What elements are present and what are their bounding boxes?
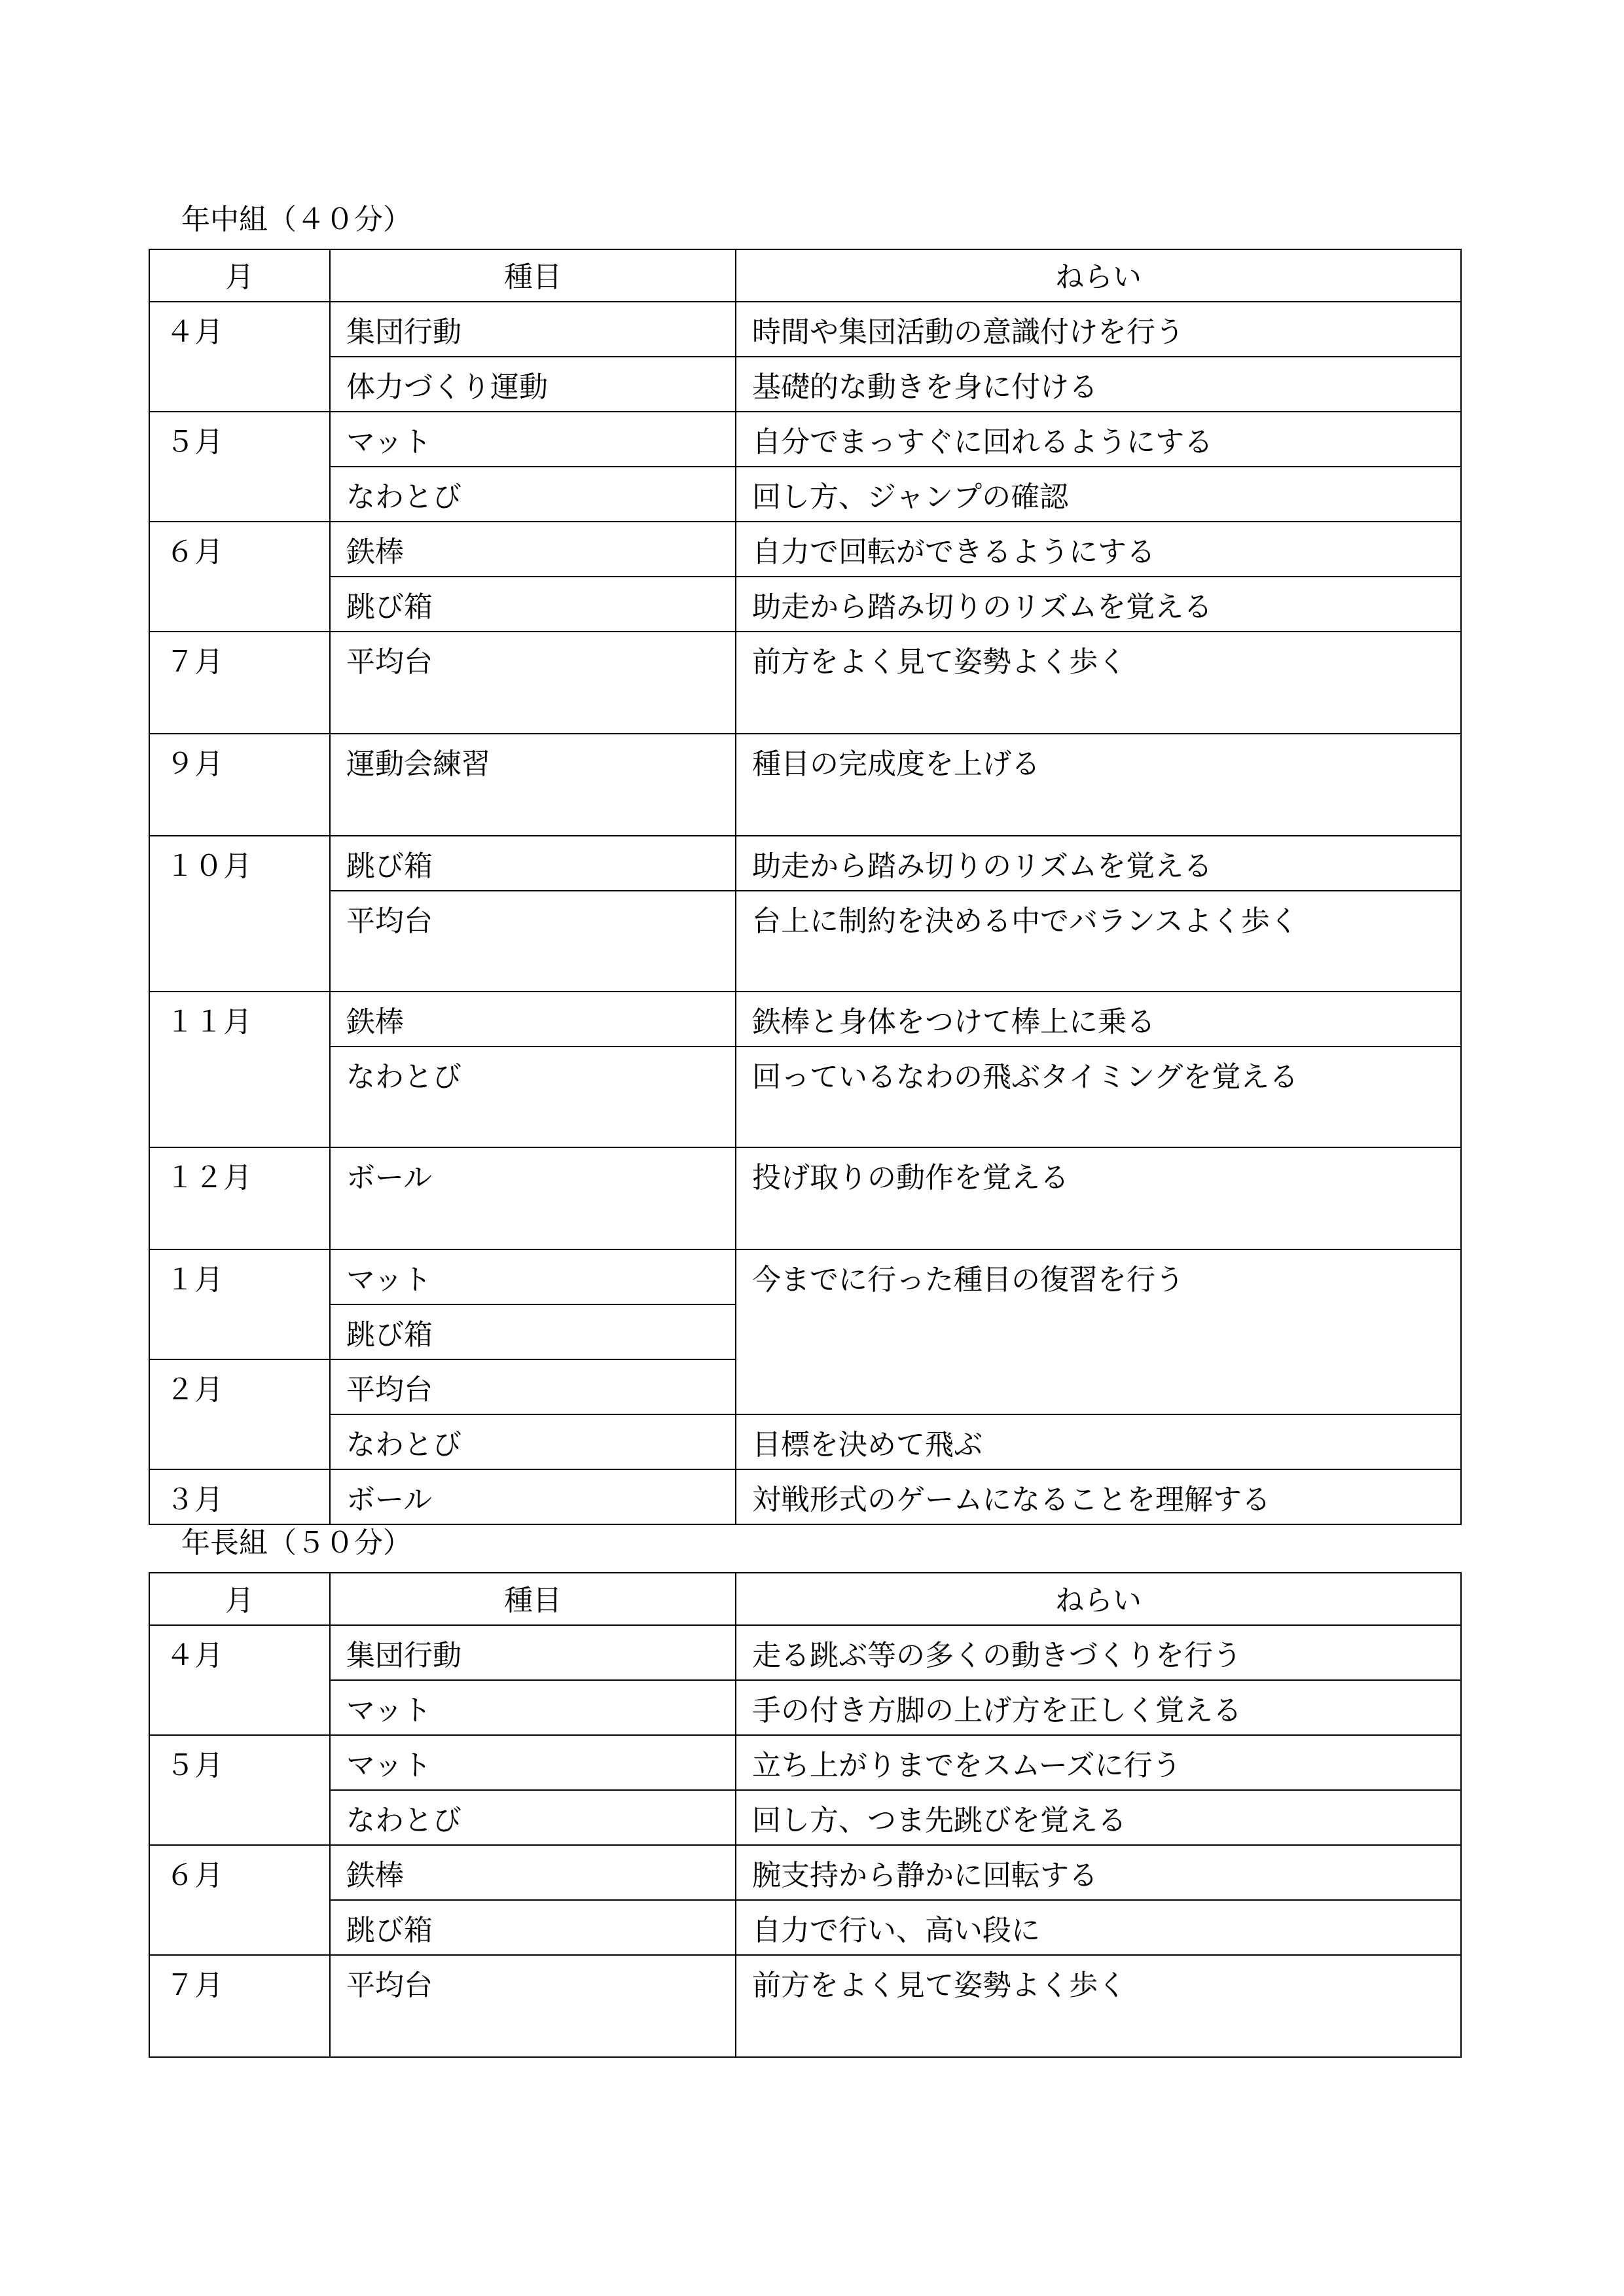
header-event: 種目 (330, 249, 736, 302)
aim-cell: 今までに行った種目の復習を行う (736, 1249, 1461, 1414)
table-row (149, 1900, 1461, 1955)
event-cell: 平均台 (330, 632, 736, 734)
table-row (149, 1047, 1461, 1147)
event-cell: 鉄棒 (330, 992, 736, 1047)
event-cell: 跳び箱 (330, 1304, 736, 1359)
table-row (149, 632, 1461, 734)
event-cell: なわとび (330, 467, 736, 522)
table-row (149, 1147, 1461, 1249)
month-cell: ２月 (149, 1359, 330, 1469)
aim-cell: 鉄棒と身体をつけて棒上に乗る (736, 992, 1461, 1047)
month-cell: ３月 (149, 1469, 330, 1524)
aim-cell: 手の付き方脚の上げ方を正しく覚える (736, 1680, 1461, 1735)
table-row (149, 1845, 1461, 1900)
aim-cell: 腕支持から静かに回転する (736, 1845, 1461, 1900)
event-cell: なわとび (330, 1790, 736, 1845)
aim-cell (736, 891, 1461, 992)
event-cell: 鉄棒 (330, 1845, 736, 1900)
month-cell: １月 (149, 1249, 330, 1359)
event-cell: マット (330, 1249, 736, 1304)
header-aim: ねらい (736, 249, 1461, 302)
aim-cell: 助走から踏み切りのリズムを覚える (736, 836, 1461, 891)
table-row (149, 1955, 1461, 2057)
schedule-table (149, 1572, 1462, 2058)
aim-cell: 前方をよく見て姿勢よく歩く (736, 632, 1461, 734)
table-row (149, 836, 1461, 891)
aim-cell: 立ち上がりまでをスムーズに行う (736, 1735, 1461, 1790)
table-row (149, 1735, 1461, 1790)
table-row (149, 302, 1461, 357)
aim-cell: 種目の完成度を上げる (736, 734, 1461, 836)
event-cell: 集団行動 (330, 302, 736, 357)
aim-cell (736, 1047, 1461, 1147)
header-event: 種目 (330, 1573, 736, 1625)
schedule-table (149, 249, 1462, 1525)
aim-cell: 自分でまっすぐに回れるようにする (736, 412, 1461, 467)
month-cell: ９月 (149, 734, 330, 836)
event-cell: 平均台 (330, 1359, 736, 1414)
table-row (149, 577, 1461, 632)
event-cell: マット (330, 1680, 736, 1735)
month-cell: １２月 (149, 1147, 330, 1249)
event-cell: 平均台 (330, 891, 736, 992)
event-cell: 運動会練習 (330, 734, 736, 836)
aim-cell: 回し方、つま先跳びを覚える (736, 1790, 1461, 1845)
event-cell: なわとび (330, 1414, 736, 1469)
month-cell: ７月 (149, 1955, 330, 2057)
aim-cell: 目標を決めて飛ぶ (736, 1414, 1461, 1469)
table-row (149, 992, 1461, 1047)
month-cell: ５月 (149, 412, 330, 522)
aim-cell: 走る跳ぶ等の多くの動きづくりを行う (736, 1625, 1461, 1680)
month-cell: ６月 (149, 522, 330, 632)
month-cell: ５月 (149, 1735, 330, 1845)
table-row (149, 1469, 1461, 1524)
table-row (149, 734, 1461, 836)
table-row (149, 522, 1461, 577)
event-cell: マット (330, 1735, 736, 1790)
aim-cell: 投げ取りの動作を覚える (736, 1147, 1461, 1249)
event-cell: 集団行動 (330, 1625, 736, 1680)
month-cell: １０月 (149, 836, 330, 992)
aim-text: 回っているなわの飛ぶタイミングを覚える (752, 1060, 1299, 1094)
month-cell: １１月 (149, 992, 330, 1147)
aim-cell: 時間や集団活動の意識付けを行う (736, 302, 1461, 357)
aim-cell: 回し方、ジャンプの確認 (736, 467, 1461, 522)
event-cell: 鉄棒 (330, 522, 736, 577)
month-cell: ４月 (149, 302, 330, 412)
aim-cell: 基礎的な動きを身に付ける (736, 357, 1461, 412)
month-cell: ７月 (149, 632, 330, 734)
event-cell: 跳び箱 (330, 836, 736, 891)
header-month: 月 (149, 249, 330, 302)
month-cell: ４月 (149, 1625, 330, 1735)
table-row (149, 1625, 1461, 1680)
aim-cell: 助走から踏み切りのリズムを覚える (736, 577, 1461, 632)
event-cell: ボール (330, 1469, 736, 1524)
event-cell: 跳び箱 (330, 577, 736, 632)
table-row (149, 467, 1461, 522)
table-row (149, 1249, 1461, 1304)
aim-cell: 前方をよく見て姿勢よく歩く (736, 1955, 1461, 2057)
table-row (149, 1414, 1461, 1469)
table-row (149, 1790, 1461, 1845)
aim-text: 台上に制約を決める中でバランスよく歩く (752, 905, 1299, 938)
month-cell: ６月 (149, 1845, 330, 1955)
header-aim: ねらい (736, 1573, 1461, 1625)
event-cell: なわとび (330, 1047, 736, 1147)
event-cell: ボール (330, 1147, 736, 1249)
event-cell: 体力づくり運動 (330, 357, 736, 412)
section-title: 年中組（４０分） (181, 203, 412, 236)
table-row (149, 412, 1461, 467)
header-row (149, 249, 1461, 302)
header-month: 月 (149, 1573, 330, 1625)
aim-cell: 対戦形式のゲームになることを理解する (736, 1469, 1461, 1524)
section-title: 年長組（５０分） (181, 1526, 412, 1560)
header-row (149, 1573, 1461, 1625)
event-cell: マット (330, 412, 736, 467)
table-row (149, 357, 1461, 412)
aim-cell: 自力で行い、高い段に (736, 1900, 1461, 1955)
table-row (149, 1680, 1461, 1735)
aim-cell: 自力で回転ができるようにする (736, 522, 1461, 577)
event-cell: 跳び箱 (330, 1900, 736, 1955)
table-row (149, 891, 1461, 992)
event-cell: 平均台 (330, 1955, 736, 2057)
